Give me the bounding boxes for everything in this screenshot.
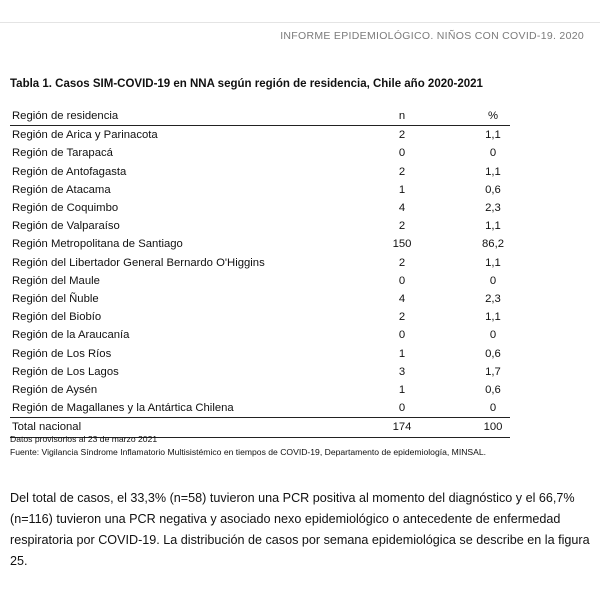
table-body bbox=[10, 126, 510, 437]
percent-cell: 86,2 bbox=[482, 238, 504, 251]
count-cell: 1 bbox=[398, 384, 406, 397]
table-row bbox=[10, 326, 510, 344]
table-row bbox=[10, 199, 510, 217]
region-cell: Región de Los Lagos bbox=[12, 365, 119, 378]
total-n: 174 bbox=[392, 421, 412, 434]
percent-cell: 1,1 bbox=[485, 129, 501, 142]
percent-cell: 1,7 bbox=[485, 365, 501, 378]
percent-cell: 0 bbox=[489, 147, 497, 160]
percent-cell: 1,1 bbox=[485, 165, 501, 178]
percent-cell: 1,1 bbox=[485, 256, 501, 269]
region-cell: Región de Arica y Parinacota bbox=[12, 129, 158, 142]
percent-cell: 2,3 bbox=[485, 293, 501, 306]
count-cell: 4 bbox=[398, 293, 406, 306]
region-cell: Región del Ñuble bbox=[12, 293, 99, 306]
count-cell: 150 bbox=[392, 238, 412, 251]
table-row bbox=[10, 254, 510, 272]
count-cell: 2 bbox=[398, 165, 406, 178]
table-row bbox=[10, 308, 510, 326]
table-row bbox=[10, 290, 510, 308]
region-cell: Región de Aysén bbox=[12, 384, 98, 397]
percent-cell: 0 bbox=[489, 402, 497, 415]
table-row bbox=[10, 235, 510, 253]
region-cell: Región de Tarapacá bbox=[12, 147, 113, 160]
region-cell: Región del Maule bbox=[12, 274, 100, 287]
table-row bbox=[10, 163, 510, 181]
region-cell: Región de Antofagasta bbox=[12, 165, 127, 178]
percent-cell: 1,1 bbox=[485, 220, 501, 233]
total-label: Total nacional bbox=[12, 421, 82, 434]
table-row bbox=[10, 381, 510, 399]
region-cell: Región de Magallanes y la Antártica Chilena bbox=[12, 402, 234, 415]
region-cell: Región de la Araucanía bbox=[12, 329, 130, 342]
running-header: INFORME EPIDEMIOLÓGICO. NIÑOS CON COVID-19. 2020 bbox=[280, 30, 584, 42]
count-cell: 0 bbox=[398, 402, 406, 415]
region-cell: Región del Libertador General Bernardo O'Higgins bbox=[12, 256, 265, 269]
percent-cell: 0 bbox=[489, 274, 497, 287]
region-cell: Región de Atacama bbox=[12, 183, 111, 196]
cases-by-region-table bbox=[10, 107, 510, 438]
percent-cell: 1,1 bbox=[485, 311, 501, 324]
column-header-region: Región de residencia bbox=[12, 110, 119, 122]
table-header-row bbox=[10, 107, 510, 126]
percent-cell: 0,6 bbox=[485, 384, 501, 397]
region-cell: Región de Coquimbo bbox=[12, 202, 119, 215]
table-row bbox=[10, 345, 510, 363]
percent-cell: 0,6 bbox=[485, 347, 501, 360]
table-row bbox=[10, 363, 510, 381]
column-header-percent: % bbox=[487, 110, 499, 122]
count-cell: 3 bbox=[398, 365, 406, 378]
table-note-provisional: Datos provisorios al 23 de marzo 2021 bbox=[10, 434, 158, 444]
column-header-n: n bbox=[398, 110, 406, 122]
percent-cell: 0,6 bbox=[485, 183, 501, 196]
table-row bbox=[10, 181, 510, 199]
count-cell: 2 bbox=[398, 129, 406, 142]
total-percent: 100 bbox=[483, 421, 503, 434]
count-cell: 1 bbox=[398, 347, 406, 360]
region-cell: Región Metropolitana de Santiago bbox=[12, 238, 183, 251]
region-cell: Región de Valparaíso bbox=[12, 220, 120, 233]
table-note-source: Fuente: Vigilancia Síndrome Inflamatorio Multisistémico en tiempos de COVID-19, Departamento de epidemiología, MINSAL. bbox=[10, 447, 487, 457]
percent-cell: 2,3 bbox=[485, 202, 501, 215]
count-cell: 0 bbox=[398, 147, 406, 160]
count-cell: 1 bbox=[398, 183, 406, 196]
count-cell: 2 bbox=[398, 256, 406, 269]
count-cell: 4 bbox=[398, 202, 406, 215]
region-cell: Región de Los Ríos bbox=[12, 347, 112, 360]
table-row bbox=[10, 126, 510, 145]
table-caption: Tabla 1. Casos SIM-COVID-19 en NNA según región de residencia, Chile año 2020-2021 bbox=[10, 78, 483, 90]
table-row bbox=[10, 144, 510, 162]
table-row bbox=[10, 217, 510, 235]
header-divider bbox=[0, 22, 600, 23]
count-cell: 0 bbox=[398, 274, 406, 287]
region-cell: Región del Biobío bbox=[12, 311, 102, 324]
table-row bbox=[10, 272, 510, 290]
percent-cell: 0 bbox=[489, 329, 497, 342]
body-paragraph: Del total de casos, el 33,3% (n=58) tuvieron una PCR positiva al momento del diagnóstico y el 66,7% (n=116) tuvieron una PCR negativa y asociado nexo epidemiológico o antecedente de enfermedad respiratoria por COVID-19. La distribución de casos por semana epidemiológica se describe en la figura 25. bbox=[10, 491, 590, 568]
count-cell: 0 bbox=[398, 329, 406, 342]
count-cell: 2 bbox=[398, 311, 406, 324]
count-cell: 2 bbox=[398, 220, 406, 233]
table-row bbox=[10, 399, 510, 418]
